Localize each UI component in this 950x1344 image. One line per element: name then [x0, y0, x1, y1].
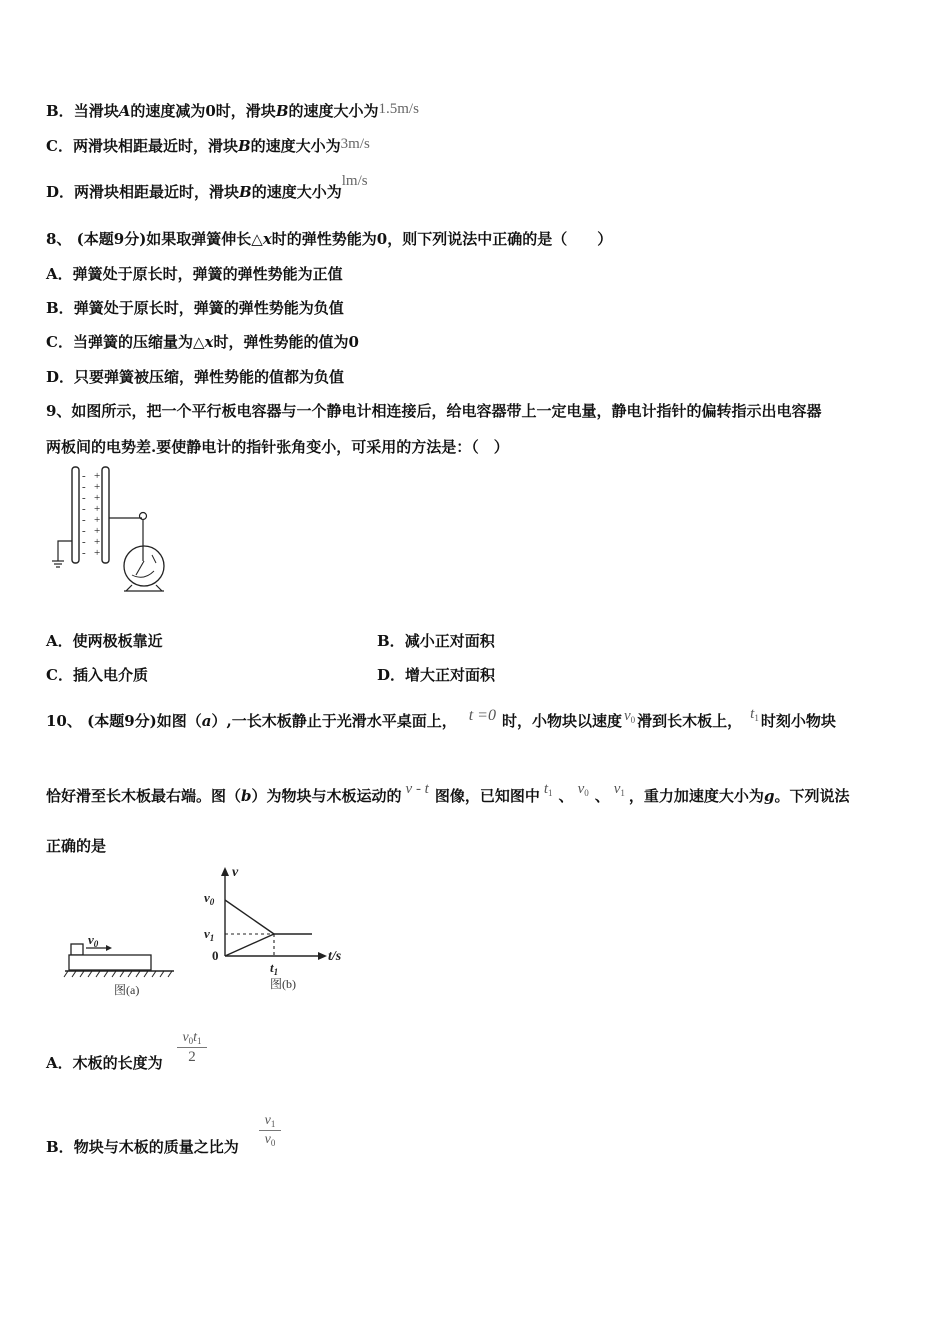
figure-a-board-block — [62, 928, 182, 1000]
mass-ratio-fraction: $v_1$ $v_0$ — [259, 1113, 281, 1148]
q9-option-d: D．增大正对面积 — [377, 666, 496, 684]
figure-b-vt-graph — [200, 862, 352, 994]
minus-charge: - — [82, 503, 86, 515]
q7-option-c: C．两滑块相距最近时，滑块B的速度大小为3m/s — [46, 136, 370, 155]
q7-option-d: D．两滑块相距最近时，滑块B的速度大小为lm/s — [46, 173, 368, 201]
minus-charge: - — [82, 492, 86, 504]
q9-stem-line1: 9、如图所示，把一个平行板电容器与一个静电计相连接后，给电容器带上一定电量，静电计指针的偏转指示出电容器 — [46, 402, 822, 420]
origin-label: 0 — [212, 948, 219, 963]
minus-charge: - — [82, 536, 86, 548]
q9-stem-line2: 两板间的电势差.要使静电计的指针张角变小，可采用的方法是：（ ） — [46, 438, 509, 456]
q8-option-c: C．当弹簧的压缩量为△x时，弹性势能的值为0 — [46, 333, 359, 351]
q9-option-c: C．插入电介质 — [46, 666, 148, 684]
t1-tick-label: $t_1$ — [270, 960, 279, 977]
q8-option-a: A．弹簧处于原长时，弹簧的弹性势能为正值 — [46, 265, 343, 283]
speed-value: 3m/s — [340, 136, 370, 152]
plus-charge: + — [94, 503, 101, 515]
q10-option-a: A．木板的长度为 — [46, 1054, 163, 1072]
q8-option-b: B．弹簧处于原长时，弹簧的弹性势能为负值 — [46, 299, 344, 317]
q8-option-d: D．只要弹簧被压缩，弹性势能的值都为负值 — [46, 368, 345, 386]
plus-charge: + — [94, 470, 101, 482]
option-label: B． — [46, 102, 74, 120]
axis-t-label: t/s — [328, 949, 342, 964]
q7-option-b: B．当滑块A的速度减为0时，滑块B的速度大小为1.5m/s — [46, 101, 419, 120]
capacitor-electrometer-figure — [46, 463, 196, 593]
q10-stem-line1: 10、 (本题9分)如图（a）,一长木板静止于光滑水平桌面上， t =0 时，小物块以速度 $v_0$ 滑到长木板上， $t_1$ 时刻小物块 — [46, 706, 836, 730]
minus-charge: - — [82, 514, 86, 526]
q9-option-b: B．减小正对面积 — [377, 632, 495, 650]
plus-charge: + — [94, 536, 101, 548]
minus-charge: - — [82, 481, 86, 493]
svg-text:v0: $v_0$ — [88, 932, 99, 949]
block-velocity-line — [225, 900, 274, 934]
v1-tick-label: $v_1$ — [204, 926, 215, 943]
minus-charge: - — [82, 470, 86, 482]
plus-charge: + — [94, 514, 101, 526]
axis-v-label: v — [232, 865, 239, 880]
plus-charge: + — [94, 481, 101, 493]
v0-tick-label: $v_0$ — [204, 890, 215, 907]
board-length-fraction: $v_0t_1$ 2 — [177, 1030, 207, 1066]
speed-value: 1.5m/s — [378, 101, 419, 117]
q9-option-a: A．使两极板靠近 — [46, 632, 163, 650]
q10-option-b: B．物块与木板的质量之比为 — [46, 1138, 239, 1156]
figure-a-caption: 图(a) — [114, 983, 140, 997]
plus-charge: + — [94, 492, 101, 504]
speed-value: lm/s — [341, 173, 368, 189]
minus-charge: - — [82, 525, 86, 537]
plus-charge: + — [94, 547, 101, 559]
q10-stem-line3: 正确的是 — [46, 837, 107, 855]
q8-stem: 8、 (本题9分)如果取弹簧伸长△x时的弹性势能为0，则下列说法中正确的是（ ） — [46, 230, 613, 248]
figure-b-caption: 图(b) — [270, 977, 296, 991]
minus-charge: - — [82, 547, 86, 559]
q10-stem-line2: 恰好滑至长木板最右端。图（b）为物块与木板运动的 v - t 图像，已知图中 $t_1$ 、 $v_0$ 、 $v_1$ ，重力加速度大小为g。下列说法 — [46, 781, 850, 805]
board-velocity-line — [225, 934, 274, 956]
plus-charge: + — [94, 525, 101, 537]
